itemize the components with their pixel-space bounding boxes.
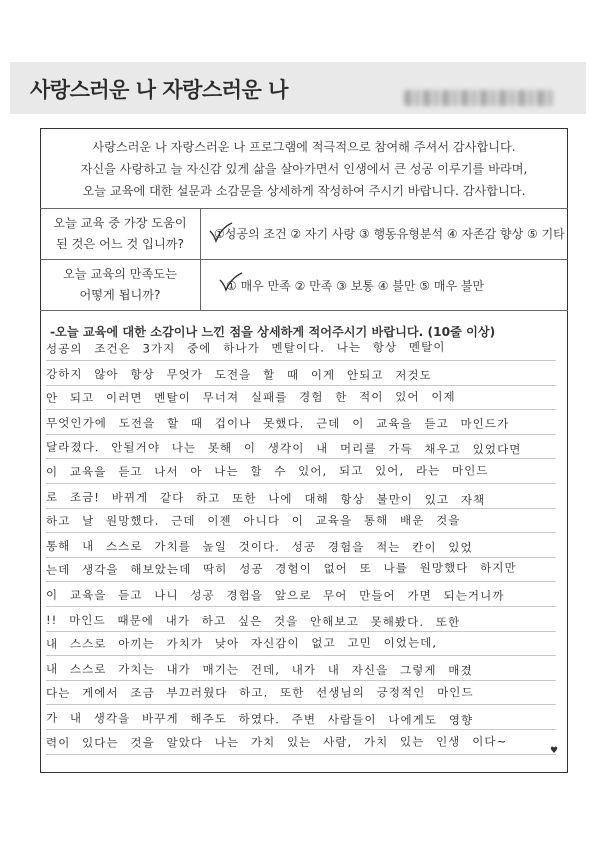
essay-line: 다는 게에서 조금 부끄러웠다 하고. 또한 선생님의 긍정적인 마인드 xyxy=(45,685,474,701)
writing-line xyxy=(46,409,556,410)
table-divider xyxy=(40,259,568,260)
writing-line xyxy=(46,557,556,558)
essay-line: 이 교육을 듣고 나서 아 나는 할 수 있어, 되고 있어, 라는 마인드 xyxy=(45,463,489,479)
essay-line: 는데 생각을 해보았는데 딱히 성공 경험이 없어 또 나를 원망했다 하지만 xyxy=(45,560,517,578)
essay-line: 력이 있다는 것을 알았다 나는 가치 있는 사람, 가치 있는 인생 이다~ xyxy=(45,733,508,750)
writing-line xyxy=(46,581,556,582)
checkmark-icon xyxy=(208,222,234,244)
writing-line xyxy=(46,680,556,681)
essay-line: 내 스스로 아끼는 가치가 낮아 자신감이 없고 고민 이었는데, xyxy=(45,635,438,652)
writing-line xyxy=(46,704,556,705)
essay-line: 통해 내 스스로 가치를 높일 것이다. 성공 경험을 적는 칸이 있었 xyxy=(45,538,473,555)
writing-line xyxy=(46,532,556,533)
intro-line-3: 오늘 교육에 대한 설문과 소감문을 상세하게 작성하여 주시기 바랍니다. 감사합니다. xyxy=(82,184,526,198)
essay-line: 하고 날 원망했다. 근데 이젠 아니다 이 교육을 통해 배운 것을 xyxy=(45,513,461,529)
heart-icon: ♥ xyxy=(550,746,559,756)
essay-line: 내 스스로 가치는 내가 매기는 건데, 내가 내 자신을 그렇게 매겼 xyxy=(45,661,473,678)
essay-instruction: -오늘 교육에 대한 소감이나 느낀 점을 상세하게 적어주시기 바랍니다. (10줄 이상) xyxy=(50,325,496,339)
intro-line-1: 사랑스러운 나 자랑스러운 나 프로그램에 적극적으로 참여해 주셔서 감사합니다. xyxy=(92,140,516,154)
table-divider xyxy=(40,310,568,311)
writing-line xyxy=(46,458,556,459)
intro-line-2: 자신을 사랑하고 늘 자신감 있게 삶을 살아가면서 인생에서 큰 성공 이루기를 바라며, xyxy=(80,162,528,176)
writing-line xyxy=(46,483,556,484)
essay-line: 성공의 조건은 3가지 중에 하나가 멘탈이다. 나는 항상 멘탈이 xyxy=(45,339,446,356)
essay-line: 달라졌다. 안될거야 나는 못해 이 생각이 내 머리를 가득 채우고 있었다면 xyxy=(45,440,522,457)
table-divider xyxy=(40,208,568,209)
writing-line xyxy=(46,729,556,730)
writing-line xyxy=(46,385,556,386)
page-title: 사랑스러운 나 자랑스러운 나 xyxy=(30,78,288,102)
question-2-label: 오늘 교육의 만족도는 어떻게 됩니까? xyxy=(63,267,177,302)
essay-line: 로 조금! 바뀌게 같다 하고 또한 나에 대해 항상 불만이 있고 자책 xyxy=(45,489,486,507)
table-column-divider xyxy=(200,208,201,310)
essay-line: 이 교육을 듣고 나니 성공 경험을 앞으로 무어 만들어 가면 되는거니까 xyxy=(45,588,505,603)
essay-line: 무엇인가에 도전을 할 때 겁이나 못했다. 근데 이 교육을 듣고 마인드가 xyxy=(45,415,510,431)
essay-line: 가 내 생각을 바꾸게 해주도 하였다. 주변 사람들이 나에게도 영향 xyxy=(45,711,474,728)
redacted-author-name xyxy=(404,90,554,106)
question-1-options: ①성공의 조건 ② 자기 사랑 ③ 행동유형분석 ④ 자존감 향상 ⑤ 기타 xyxy=(214,227,565,241)
essay-line: 안 되고 이러면 멘탈이 무너져 실패를 경험 한 적이 있어 이제 xyxy=(45,389,456,406)
checkmark-icon xyxy=(218,272,244,294)
writing-line xyxy=(46,606,556,607)
question-2-options: ① 매우 만족 ② 만족 ③ 보통 ④ 불만 ⑤ 매우 불만 xyxy=(226,279,485,293)
intro-text xyxy=(40,136,568,202)
essay-line: !! 마인드 때문에 내가 하고 싶은 것을 안해보고 못해봤다. 또한 xyxy=(45,612,461,629)
essay-line: 강하지 않아 항상 무엇가 도전을 할 때 이게 안되고 저것도 xyxy=(45,366,432,382)
writing-line xyxy=(46,631,556,632)
writing-line xyxy=(46,754,556,755)
writing-line xyxy=(46,655,556,656)
writing-line xyxy=(46,434,556,435)
question-1-label: 오늘 교육 중 가장 도움이 된 것은 어느 것 입니까? xyxy=(53,216,187,251)
writing-line xyxy=(46,360,556,361)
